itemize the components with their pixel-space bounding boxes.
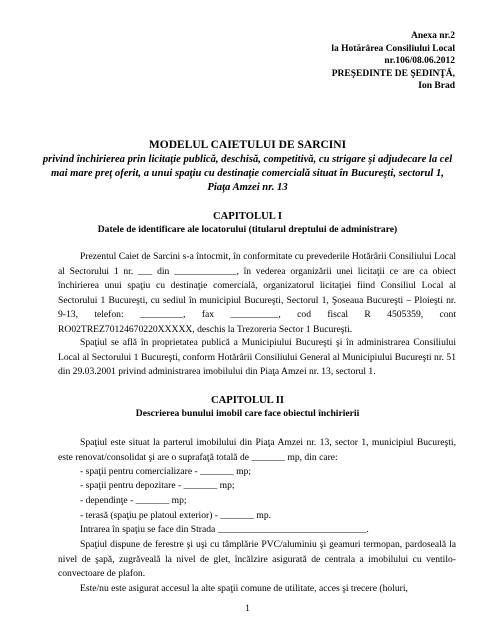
list-item: - dependinţe - _______ mp; xyxy=(80,495,187,506)
list-item: - spaţii pentru comercializare - _______ mp; xyxy=(80,466,252,477)
chapter-1-heading xyxy=(40,210,455,236)
annex-decision-number: nr.106/08.06.2012 xyxy=(384,56,455,67)
paragraph-features: Spaţiul dispune de ferestre şi uşi cu tâmplărie PVC/aluminiu şi geamuri termopan, pardoseală la nivel de şapă, zugrăveală la nivel de glet, încălzire asigurată de centrala a imobilului cu ventilo-convectoare de plafon. xyxy=(58,539,456,579)
chapter-2-heading xyxy=(40,394,455,420)
title-subtitle: privind închirierea prin licitaţie publică, deschisă, competitivă, cu strigare şi adjudecare la cel mai mare preţ oferit, a unui spaţiu cu destinaţie comercială situat în Bucureşti, sectorul 1, Piaţa Amzei nr. 13 xyxy=(42,153,453,193)
page-number: 1 xyxy=(245,603,250,614)
annex-president-name: Ion Brad xyxy=(418,81,455,92)
chapter-1-number: CAPITOLUL I xyxy=(213,211,282,222)
paragraph-organizer: Prezentul Caiet de Sarcini s-a întocmit, în conformitate cu prevederile Hotărârii Consiliului Local al Sectorului 1 nr. ___ din _____________, în vederea organizării unei licitaţii ce are ca obiect închirierea unui spaţiu cu destinaţie comercială, organizatorul licitaţiei fiind Consiliul Local al Sectorului 1 Bucureşti, cu sediul în municipiul Bucureşti, Sectorul 1, Şoseaua Bucureşti – Ploieşti nr. 9-13, telefon: _________, fax __________, cod fiscal R 4505359, cont RO02TREZ70124670220XXXXX, deschis la Trezoreria Sector 1 Bucureşti. xyxy=(58,251,456,335)
list-item: - spaţii pentru depozitare - _______ mp; xyxy=(80,480,235,491)
paragraph-location: Spaţiul este situat la parterul imobilului din Piaţa Amzei nr. 13, sector 1, municipiul Bucureşti, este renovat/consolidat şi are o suprafaţă totală de _______ mp, din care: xyxy=(58,437,456,463)
title-main: MODELUL CAIETULUI DE SARCINI xyxy=(148,139,347,151)
chapter-2-name: Descrierea bunului imobil care face obiectul închirierii xyxy=(135,408,360,419)
paragraph-access: Este/nu este asigurat accesul la alte spaţii comune de utilitate, acces şi trecere (holuri, xyxy=(80,583,408,594)
paragraph-ownership: Spaţiul se află în proprietatea publică a Municipiului Bucureşti şi în administrarea Consiliului Local al Sectorului 1 Bucureşti, conform Hotărârii Consiliului General al Municipiului Bucureşti nr. 51 din 29.03.2001 privind administrarea imobilului din Piaţa Amzei nr. 13, sectorul 1. xyxy=(58,337,456,377)
annex-header xyxy=(255,30,455,93)
access-line: Intrarea în spaţiu se face din Strada _______________________________. xyxy=(80,524,369,535)
annex-decision: la Hotărârea Consiliului Local xyxy=(331,43,455,54)
list-item: - terasă (spaţiu pe platoul exterior) - _______ mp. xyxy=(80,510,272,521)
document-title xyxy=(40,139,455,195)
annex-number: Anexa nr.2 xyxy=(411,31,455,41)
chapter-1-name: Datele de identificare ale locatorului (titularul dreptului de administrare) xyxy=(97,224,398,235)
chapter-2-number: CAPITOLUL II xyxy=(210,395,285,406)
annex-president-title: PREŞEDINTE DE ŞEDINŢĂ, xyxy=(331,68,455,79)
